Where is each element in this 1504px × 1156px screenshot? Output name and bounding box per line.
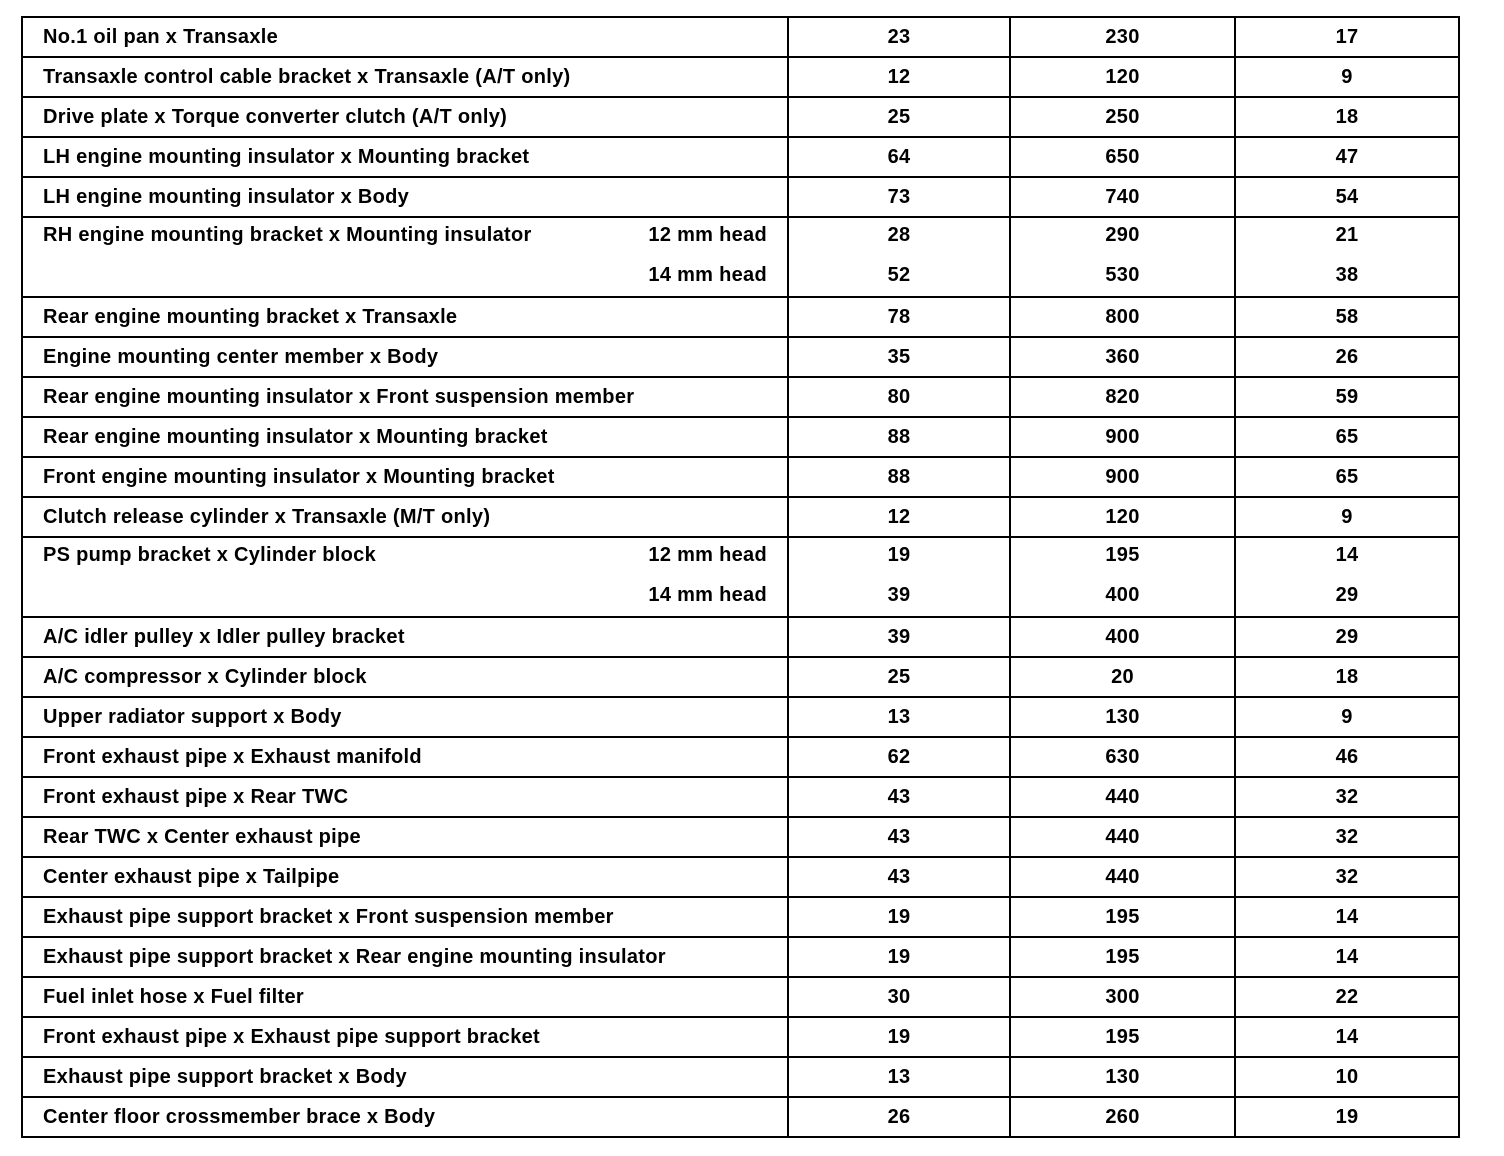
table-row [22, 857, 1459, 897]
torque-kgfcm-cell: 440 [1010, 777, 1235, 817]
table-row [22, 737, 1459, 777]
torque-kgfcm-cell: 130 [1010, 697, 1235, 737]
torque-nm-cell: 19 [788, 1017, 1010, 1057]
table-row [22, 97, 1459, 137]
torque-value: 52 [887, 264, 911, 286]
table-row [22, 897, 1459, 937]
table-row [22, 537, 1459, 617]
torque-ftlbf-cell: 54 [1235, 177, 1459, 217]
torque-value: 400 [1105, 584, 1140, 606]
part-name-cell: Rear TWC x Center exhaust pipe [22, 817, 788, 857]
part-name-cell: No.1 oil pan x Transaxle [22, 17, 788, 57]
torque-kgfcm-cell: 630 [1010, 737, 1235, 777]
part-name-cell: LH engine mounting insulator x Body [22, 177, 788, 217]
torque-nm-cell: 80 [788, 377, 1010, 417]
table-row [22, 137, 1459, 177]
torque-kgfcm-cell: 440 [1010, 817, 1235, 857]
torque-ftlbf-cell: 14 [1235, 1017, 1459, 1057]
torque-ftlbf-cell: 32 [1235, 817, 1459, 857]
torque-nm-cell: 35 [788, 337, 1010, 377]
table-row [22, 777, 1459, 817]
torque-ftlbf-cell: 47 [1235, 137, 1459, 177]
torque-ftlbf-cell: 65 [1235, 457, 1459, 497]
torque-nm-cell: 39 [788, 617, 1010, 657]
torque-nm-cell: 43 [788, 777, 1010, 817]
part-name: RH engine mounting bracket x Mounting insulator [43, 224, 532, 246]
torque-kgfcm-cell: 900 [1010, 417, 1235, 457]
torque-ftlbf-cell: 18 [1235, 97, 1459, 137]
part-name: PS pump bracket x Cylinder block [43, 544, 377, 566]
torque-nm-cell: 19 [788, 897, 1010, 937]
table-row [22, 17, 1459, 57]
torque-kgfcm-cell: 195 [1010, 937, 1235, 977]
torque-ftlbf-cell [1235, 217, 1459, 297]
part-name-cell: Engine mounting center member x Body [22, 337, 788, 377]
table-row [22, 297, 1459, 337]
torque-kgfcm-cell: 260 [1010, 1097, 1235, 1137]
torque-nm-cell: 88 [788, 417, 1010, 457]
torque-ftlbf-cell: 59 [1235, 377, 1459, 417]
torque-specification-table [21, 16, 1460, 1138]
torque-kgfcm-cell [1010, 217, 1235, 297]
torque-nm-cell: 26 [788, 1097, 1010, 1137]
torque-value: 38 [1335, 264, 1359, 286]
torque-kgfcm-cell: 740 [1010, 177, 1235, 217]
part-name-cell: Clutch release cylinder x Transaxle (M/T only) [22, 497, 788, 537]
table-row [22, 937, 1459, 977]
torque-kgfcm-cell: 250 [1010, 97, 1235, 137]
part-name-cell: Exhaust pipe support bracket x Rear engine mounting insulator [22, 937, 788, 977]
bolt-head-size: 14 mm head [648, 264, 767, 286]
torque-kgfcm-cell: 195 [1010, 897, 1235, 937]
part-name-cell: Front engine mounting insulator x Mounting bracket [22, 457, 788, 497]
torque-value: 290 [1105, 224, 1140, 246]
torque-value: 21 [1335, 224, 1359, 246]
torque-ftlbf-cell: 9 [1235, 697, 1459, 737]
table-row [22, 377, 1459, 417]
torque-kgfcm-cell: 360 [1010, 337, 1235, 377]
part-name-cell: Front exhaust pipe x Rear TWC [22, 777, 788, 817]
torque-nm-cell: 13 [788, 697, 1010, 737]
torque-value: 28 [887, 224, 911, 246]
torque-nm-cell: 88 [788, 457, 1010, 497]
torque-ftlbf-cell [1235, 537, 1459, 617]
torque-ftlbf-cell: 10 [1235, 1057, 1459, 1097]
table-row [22, 1057, 1459, 1097]
table-row [22, 817, 1459, 857]
torque-kgfcm-cell: 195 [1010, 1017, 1235, 1057]
torque-value: 39 [887, 584, 911, 606]
table-row [22, 497, 1459, 537]
part-name-cell: Exhaust pipe support bracket x Front suspension member [22, 897, 788, 937]
table-row [22, 337, 1459, 377]
part-name-cell: Rear engine mounting insulator x Mounting bracket [22, 417, 788, 457]
torque-value: 14 [1335, 544, 1359, 566]
torque-ftlbf-cell: 18 [1235, 657, 1459, 697]
torque-nm-cell: 12 [788, 497, 1010, 537]
torque-kgfcm-cell: 440 [1010, 857, 1235, 897]
torque-kgfcm-cell: 900 [1010, 457, 1235, 497]
torque-value: 19 [887, 544, 911, 566]
torque-nm-cell: 23 [788, 17, 1010, 57]
table-row [22, 177, 1459, 217]
torque-ftlbf-cell: 26 [1235, 337, 1459, 377]
table-row [22, 657, 1459, 697]
torque-value: 530 [1105, 264, 1140, 286]
torque-nm-cell: 73 [788, 177, 1010, 217]
torque-ftlbf-cell: 65 [1235, 417, 1459, 457]
torque-nm-cell: 64 [788, 137, 1010, 177]
torque-nm-cell: 12 [788, 57, 1010, 97]
torque-nm-cell: 62 [788, 737, 1010, 777]
torque-ftlbf-cell: 29 [1235, 617, 1459, 657]
table-body [22, 17, 1459, 1137]
torque-nm-cell [788, 217, 1010, 297]
torque-ftlbf-cell: 9 [1235, 497, 1459, 537]
torque-ftlbf-cell: 19 [1235, 1097, 1459, 1137]
part-name-cell: Center exhaust pipe x Tailpipe [22, 857, 788, 897]
torque-value: 29 [1335, 584, 1359, 606]
torque-ftlbf-cell: 22 [1235, 977, 1459, 1017]
part-name-cell: LH engine mounting insulator x Mounting bracket [22, 137, 788, 177]
torque-kgfcm-cell: 300 [1010, 977, 1235, 1017]
bolt-head-size: 14 mm head [648, 584, 767, 606]
torque-nm-cell: 30 [788, 977, 1010, 1017]
bolt-head-size: 12 mm head [648, 544, 767, 566]
torque-kgfcm-cell: 650 [1010, 137, 1235, 177]
torque-value: 195 [1105, 544, 1140, 566]
torque-nm-cell: 19 [788, 937, 1010, 977]
torque-nm-cell [788, 537, 1010, 617]
torque-ftlbf-cell: 32 [1235, 777, 1459, 817]
torque-kgfcm-cell: 800 [1010, 297, 1235, 337]
table-row [22, 217, 1459, 297]
part-name-cell: Exhaust pipe support bracket x Body [22, 1057, 788, 1097]
part-name-cell: Front exhaust pipe x Exhaust manifold [22, 737, 788, 777]
table-row [22, 457, 1459, 497]
torque-nm-cell: 25 [788, 97, 1010, 137]
torque-ftlbf-cell: 58 [1235, 297, 1459, 337]
torque-kgfcm-cell: 120 [1010, 497, 1235, 537]
table-row [22, 57, 1459, 97]
part-name-cell: Drive plate x Torque converter clutch (A/T only) [22, 97, 788, 137]
torque-kgfcm-cell: 400 [1010, 617, 1235, 657]
torque-nm-cell: 78 [788, 297, 1010, 337]
table-row [22, 417, 1459, 457]
part-name-cell: Fuel inlet hose x Fuel filter [22, 977, 788, 1017]
part-name-cell: Upper radiator support x Body [22, 697, 788, 737]
torque-nm-cell: 13 [788, 1057, 1010, 1097]
torque-kgfcm-cell: 120 [1010, 57, 1235, 97]
part-name-cell: Rear engine mounting bracket x Transaxle [22, 297, 788, 337]
part-name-cell: A/C compressor x Cylinder block [22, 657, 788, 697]
torque-ftlbf-cell: 14 [1235, 937, 1459, 977]
table-row [22, 697, 1459, 737]
torque-ftlbf-cell: 17 [1235, 17, 1459, 57]
part-name-cell: Rear engine mounting insulator x Front suspension member [22, 377, 788, 417]
torque-kgfcm-cell: 130 [1010, 1057, 1235, 1097]
part-name-cell: Front exhaust pipe x Exhaust pipe support bracket [22, 1017, 788, 1057]
table-row [22, 977, 1459, 1017]
torque-ftlbf-cell: 46 [1235, 737, 1459, 777]
table-row [22, 617, 1459, 657]
torque-ftlbf-cell: 14 [1235, 897, 1459, 937]
bolt-head-size: 12 mm head [648, 224, 767, 246]
part-name-cell [22, 217, 788, 297]
part-name-cell [22, 537, 788, 617]
torque-kgfcm-cell: 230 [1010, 17, 1235, 57]
table-row [22, 1017, 1459, 1057]
part-name-cell: Center floor crossmember brace x Body [22, 1097, 788, 1137]
table-row [22, 1097, 1459, 1137]
torque-ftlbf-cell: 32 [1235, 857, 1459, 897]
torque-nm-cell: 43 [788, 817, 1010, 857]
torque-nm-cell: 25 [788, 657, 1010, 697]
torque-nm-cell: 43 [788, 857, 1010, 897]
torque-ftlbf-cell: 9 [1235, 57, 1459, 97]
part-name-cell: A/C idler pulley x Idler pulley bracket [22, 617, 788, 657]
part-name-cell: Transaxle control cable bracket x Transaxle (A/T only) [22, 57, 788, 97]
torque-kgfcm-cell: 20 [1010, 657, 1235, 697]
torque-kgfcm-cell: 820 [1010, 377, 1235, 417]
torque-kgfcm-cell [1010, 537, 1235, 617]
